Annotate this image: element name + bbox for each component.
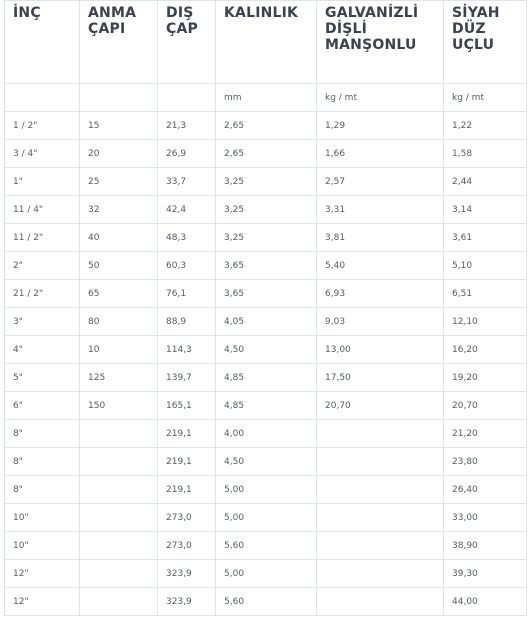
cell-black-plain-end: 20,70 <box>444 392 527 420</box>
cell-inch: 10" <box>5 504 80 532</box>
cell-thickness: 4,50 <box>216 448 317 476</box>
cell-nominal-diameter: 40 <box>80 224 158 252</box>
cell-nominal-diameter <box>80 560 158 588</box>
cell-outer-diameter: 76,1 <box>158 280 216 308</box>
pipe-spec-table-container <box>4 0 526 616</box>
cell-nominal-diameter: 15 <box>80 112 158 140</box>
cell-nominal-diameter: 150 <box>80 392 158 420</box>
cell-inch: 3 / 4" <box>5 140 80 168</box>
cell-black-plain-end: 6,51 <box>444 280 527 308</box>
cell-nominal-diameter <box>80 476 158 504</box>
cell-galvanized-threaded: 3,81 <box>317 224 444 252</box>
column-header-inch <box>5 1 80 84</box>
cell-thickness: 4,85 <box>216 364 317 392</box>
cell-galvanized-threaded: 9,03 <box>317 308 444 336</box>
cell-outer-diameter: 33,7 <box>158 168 216 196</box>
column-header-line: MANŞONLU <box>325 37 417 53</box>
cell-black-plain-end: 12,10 <box>444 308 527 336</box>
cell-outer-diameter: 323,9 <box>158 560 216 588</box>
cell-galvanized-threaded: 5,40 <box>317 252 444 280</box>
cell-inch: 8" <box>5 420 80 448</box>
cell-outer-diameter: 273,0 <box>158 532 216 560</box>
cell-galvanized-threaded <box>317 448 444 476</box>
cell-black-plain-end: 26,40 <box>444 476 527 504</box>
column-header-black-plain-end <box>444 1 527 84</box>
cell-black-plain-end: 1,58 <box>444 140 527 168</box>
cell-nominal-diameter <box>80 504 158 532</box>
cell-nominal-diameter: 32 <box>80 196 158 224</box>
cell-thickness: 5,60 <box>216 588 317 616</box>
column-header-line: UÇLU <box>452 37 495 53</box>
cell-thickness: 4,00 <box>216 420 317 448</box>
cell-black-plain-end: 38,90 <box>444 532 527 560</box>
cell-galvanized-threaded: 6,93 <box>317 280 444 308</box>
cell-thickness: 5,00 <box>216 504 317 532</box>
unit-cell-inch <box>5 84 80 112</box>
column-header-line: DIŞ <box>166 5 194 21</box>
cell-black-plain-end: 3,14 <box>444 196 527 224</box>
cell-inch: 12" <box>5 588 80 616</box>
unit-cell-thickness: mm <box>216 84 317 112</box>
table-row <box>5 476 527 504</box>
cell-nominal-diameter: 80 <box>80 308 158 336</box>
table-row <box>5 280 527 308</box>
cell-outer-diameter: 48,3 <box>158 224 216 252</box>
cell-black-plain-end: 1,22 <box>444 112 527 140</box>
cell-outer-diameter: 21,3 <box>158 112 216 140</box>
cell-thickness: 3,65 <box>216 252 317 280</box>
cell-thickness: 3,25 <box>216 168 317 196</box>
cell-galvanized-threaded: 3,31 <box>317 196 444 224</box>
cell-thickness: 3,65 <box>216 280 317 308</box>
cell-outer-diameter: 88,9 <box>158 308 216 336</box>
column-header-line: KALINLIK <box>224 5 299 21</box>
table-row <box>5 336 527 364</box>
cell-thickness: 4,50 <box>216 336 317 364</box>
cell-thickness: 4,05 <box>216 308 317 336</box>
cell-thickness: 5,00 <box>216 476 317 504</box>
cell-galvanized-threaded: 1,66 <box>317 140 444 168</box>
cell-black-plain-end: 39,30 <box>444 560 527 588</box>
column-header-line: DİŞLİ <box>325 21 368 37</box>
cell-inch: 5" <box>5 364 80 392</box>
cell-thickness: 2,65 <box>216 140 317 168</box>
cell-inch: 11 / 4" <box>5 196 80 224</box>
cell-nominal-diameter: 20 <box>80 140 158 168</box>
cell-nominal-diameter <box>80 588 158 616</box>
cell-nominal-diameter <box>80 420 158 448</box>
cell-black-plain-end: 16,20 <box>444 336 527 364</box>
header-row <box>5 1 527 84</box>
column-header-line: DÜZ <box>452 21 486 37</box>
cell-thickness: 3,25 <box>216 224 317 252</box>
table-row <box>5 308 527 336</box>
table-row <box>5 112 527 140</box>
cell-outer-diameter: 26,9 <box>158 140 216 168</box>
column-header-galvanized-threaded <box>317 1 444 84</box>
cell-black-plain-end: 2,44 <box>444 168 527 196</box>
cell-galvanized-threaded: 17,50 <box>317 364 444 392</box>
cell-nominal-diameter: 125 <box>80 364 158 392</box>
unit-cell-nominal-diameter <box>80 84 158 112</box>
cell-inch: 1 / 2" <box>5 112 80 140</box>
cell-black-plain-end: 19,20 <box>444 364 527 392</box>
cell-outer-diameter: 139,7 <box>158 364 216 392</box>
unit-cell-galvanized-threaded: kg / mt <box>317 84 444 112</box>
cell-nominal-diameter: 10 <box>80 336 158 364</box>
table-row <box>5 448 527 476</box>
cell-outer-diameter: 323,9 <box>158 588 216 616</box>
table-row <box>5 560 527 588</box>
pipe-spec-table <box>4 0 527 616</box>
cell-galvanized-threaded: 2,57 <box>317 168 444 196</box>
cell-outer-diameter: 219,1 <box>158 476 216 504</box>
unit-cell-outer-diameter <box>158 84 216 112</box>
cell-black-plain-end: 3,61 <box>444 224 527 252</box>
cell-thickness: 3,25 <box>216 196 317 224</box>
cell-inch: 4" <box>5 336 80 364</box>
units-row <box>5 84 527 112</box>
cell-thickness: 4,85 <box>216 392 317 420</box>
unit-cell-black-plain-end: kg / mt <box>444 84 527 112</box>
table-row <box>5 392 527 420</box>
table-row <box>5 196 527 224</box>
cell-thickness: 5,00 <box>216 560 317 588</box>
cell-outer-diameter: 219,1 <box>158 448 216 476</box>
table-row <box>5 252 527 280</box>
table-row <box>5 588 527 616</box>
table-row <box>5 140 527 168</box>
column-header-outer-diameter <box>158 1 216 84</box>
table-row <box>5 364 527 392</box>
cell-inch: 2" <box>5 252 80 280</box>
cell-galvanized-threaded <box>317 560 444 588</box>
cell-black-plain-end: 33,00 <box>444 504 527 532</box>
cell-galvanized-threaded <box>317 588 444 616</box>
cell-galvanized-threaded <box>317 476 444 504</box>
table-row <box>5 532 527 560</box>
cell-galvanized-threaded: 13,00 <box>317 336 444 364</box>
cell-inch: 1" <box>5 168 80 196</box>
cell-nominal-diameter <box>80 448 158 476</box>
cell-inch: 6" <box>5 392 80 420</box>
table-row <box>5 504 527 532</box>
column-header-line: SİYAH <box>452 5 500 21</box>
cell-outer-diameter: 165,1 <box>158 392 216 420</box>
cell-galvanized-threaded <box>317 504 444 532</box>
cell-inch: 10" <box>5 532 80 560</box>
cell-black-plain-end: 21,20 <box>444 420 527 448</box>
column-header-line: GALVANİZLİ <box>325 5 419 21</box>
cell-outer-diameter: 114,3 <box>158 336 216 364</box>
cell-outer-diameter: 219,1 <box>158 420 216 448</box>
cell-galvanized-threaded: 20,70 <box>317 392 444 420</box>
cell-inch: 21 / 2" <box>5 280 80 308</box>
cell-inch: 11 / 2" <box>5 224 80 252</box>
cell-outer-diameter: 273,0 <box>158 504 216 532</box>
cell-nominal-diameter: 25 <box>80 168 158 196</box>
column-header-line: ÇAP <box>166 21 198 37</box>
column-header-thickness <box>216 1 317 84</box>
table-header <box>5 1 527 84</box>
table-row <box>5 168 527 196</box>
cell-nominal-diameter: 50 <box>80 252 158 280</box>
column-header-line: ÇAPI <box>88 21 126 37</box>
cell-outer-diameter: 42,4 <box>158 196 216 224</box>
column-header-nominal-diameter <box>80 1 158 84</box>
cell-inch: 8" <box>5 448 80 476</box>
table-row <box>5 420 527 448</box>
cell-nominal-diameter <box>80 532 158 560</box>
cell-black-plain-end: 44,00 <box>444 588 527 616</box>
cell-galvanized-threaded <box>317 532 444 560</box>
cell-galvanized-threaded <box>317 420 444 448</box>
cell-nominal-diameter: 65 <box>80 280 158 308</box>
cell-outer-diameter: 60,3 <box>158 252 216 280</box>
table-row <box>5 224 527 252</box>
column-header-line: İNÇ <box>13 5 41 21</box>
cell-inch: 8" <box>5 476 80 504</box>
cell-thickness: 2,65 <box>216 112 317 140</box>
cell-inch: 3" <box>5 308 80 336</box>
column-header-line: ANMA <box>88 5 137 21</box>
cell-galvanized-threaded: 1,29 <box>317 112 444 140</box>
cell-black-plain-end: 5,10 <box>444 252 527 280</box>
table-body <box>5 84 527 616</box>
cell-black-plain-end: 23,80 <box>444 448 527 476</box>
cell-inch: 12" <box>5 560 80 588</box>
cell-thickness: 5,60 <box>216 532 317 560</box>
